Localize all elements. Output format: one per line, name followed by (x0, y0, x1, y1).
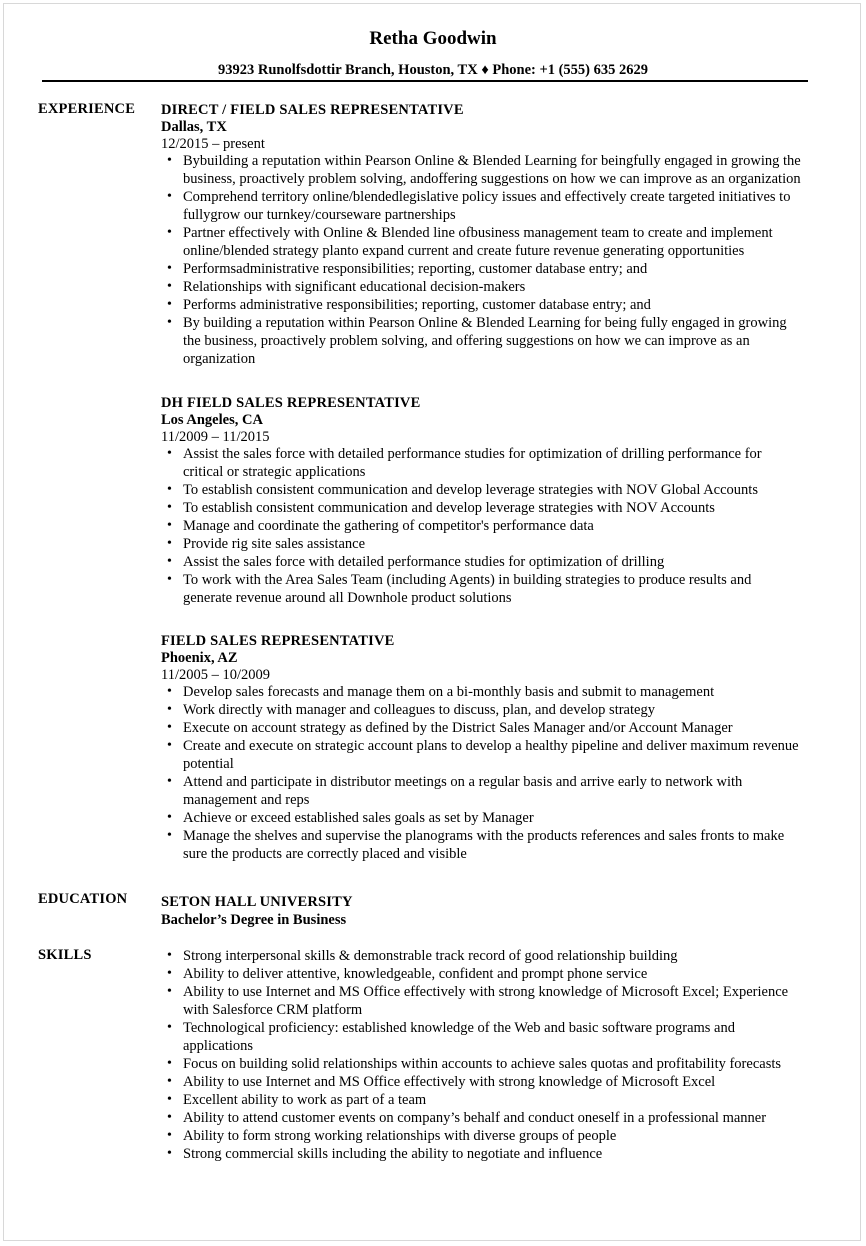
bullet-icon: • (167, 738, 172, 753)
list-item-text: management and reps (183, 792, 310, 808)
job-location: Los Angeles, CA (161, 412, 263, 428)
list-item (161, 571, 821, 607)
bullet-icon: • (167, 1110, 172, 1125)
list-item (161, 445, 821, 481)
list-item-text: Performs administrative responsibilities; reporting, customer database entry; and (183, 297, 651, 313)
bullet-icon: • (167, 1128, 172, 1143)
list-item-text: To establish consistent communication and develop leverage strategies with NOV Accounts (183, 500, 715, 516)
list-item-text: Strong commercial skills including the ability to negotiate and influence (183, 1146, 603, 1162)
job-title: DH FIELD SALES REPRESENTATIVE (161, 395, 421, 411)
list-item-text: Excellent ability to work as part of a team (183, 1092, 427, 1108)
bullet-icon: • (167, 774, 172, 789)
list-item-text: Work directly with manager and colleagues to discuss, plan, and develop strategy (183, 702, 655, 718)
list-item-text: Bybuilding a reputation within Pearson Online & Blended Learning for beingfully engaged in growing the (183, 153, 801, 169)
list-item-text: fullygrow our turnkey/courseware partnerships (183, 207, 456, 223)
list-item (161, 188, 821, 224)
list-item (161, 314, 821, 368)
list-item-text: Focus on building solid relationships within accounts to achieve sales quotas and profitability forecasts (183, 1056, 782, 1072)
job-bullets (161, 152, 821, 368)
bullet-icon: • (167, 1020, 172, 1035)
bullet-icon: • (167, 189, 172, 204)
list-item (161, 1073, 821, 1091)
list-item (161, 683, 821, 701)
bullet-icon: • (167, 482, 172, 497)
job-entry (161, 632, 821, 863)
job-title: FIELD SALES REPRESENTATIVE (161, 633, 395, 649)
list-item-text: Ability to form strong working relationships with diverse groups of people (183, 1128, 617, 1144)
list-item-text: By building a reputation within Pearson Online & Blended Learning for being fully engaged in growing (183, 315, 787, 331)
list-item (161, 1055, 821, 1073)
list-item (161, 701, 821, 719)
bullet-icon: • (167, 702, 172, 717)
list-item (161, 1145, 821, 1163)
bullet-icon: • (167, 315, 172, 330)
list-item-text: with Salesforce CRM platform (183, 1002, 363, 1018)
job-dates: 12/2015 – present (161, 136, 265, 152)
list-item (161, 517, 821, 535)
candidate-name: Retha Goodwin (369, 28, 497, 49)
list-item (161, 1109, 821, 1127)
bullet-icon: • (167, 966, 172, 981)
bullet-icon: • (167, 279, 172, 294)
list-item (161, 773, 821, 809)
list-item (161, 260, 821, 278)
list-item-text: critical or strategic applications (183, 464, 366, 480)
list-item-text: Partner effectively with Online & Blended line ofbusiness management team to create and implement (183, 225, 773, 241)
list-item-text: Assist the sales force with detailed performance studies for optimization of drilling (183, 554, 665, 570)
school-name: SETON HALL UNIVERSITY (161, 894, 353, 910)
list-item (161, 947, 821, 965)
bullet-icon: • (167, 518, 172, 533)
bullet-icon: • (167, 1056, 172, 1071)
bullet-icon: • (167, 500, 172, 515)
list-item-text: Manage the shelves and supervise the planograms with the products references and sales fronts to make (183, 828, 785, 844)
list-item (161, 1091, 821, 1109)
job-dates: 11/2009 – 11/2015 (161, 429, 270, 445)
list-item (161, 809, 821, 827)
list-item (161, 719, 821, 737)
list-item (161, 1019, 821, 1055)
bullet-icon: • (167, 1074, 172, 1089)
job-bullets (161, 683, 821, 863)
list-item-text: Ability to use Internet and MS Office effectively with strong knowledge of Microsoft Excel; Experience (183, 984, 789, 1000)
list-item (161, 983, 821, 1019)
list-item-text: generate revenue around all Downhole product solutions (183, 590, 512, 606)
list-item (161, 224, 821, 260)
bullet-icon: • (167, 297, 172, 312)
list-item-text: business, proactively problem solving, andoffering suggestions on how we can improve as an organization (183, 171, 801, 187)
list-item-text: Assist the sales force with detailed performance studies for optimization of drilling performance for (183, 446, 762, 462)
list-item-text: Technological proficiency: established knowledge of the Web and basic software programs and (183, 1020, 735, 1036)
list-item (161, 1127, 821, 1145)
bullet-icon: • (167, 684, 172, 699)
list-item-text: the business, proactively problem solving, and offering suggestions on how we can improve as an (183, 333, 750, 349)
bullet-icon: • (167, 810, 172, 825)
list-item (161, 296, 821, 314)
bullet-icon: • (167, 225, 172, 240)
list-item (161, 278, 821, 296)
bullet-icon: • (167, 446, 172, 461)
list-item-text: Develop sales forecasts and manage them on a bi-monthly basis and submit to management (183, 684, 715, 700)
list-item (161, 965, 821, 983)
list-item-text: Provide rig site sales assistance (183, 536, 366, 552)
list-item (161, 481, 821, 499)
list-item-text: Achieve or exceed established sales goals as set by Manager (183, 810, 534, 826)
list-item-text: Relationships with significant educational decision-makers (183, 279, 526, 295)
list-item-text: Comprehend territory online/blendedlegislative policy issues and effectively create targeted initiatives to (183, 189, 791, 205)
list-item (161, 827, 821, 863)
job-entry (161, 394, 821, 607)
bullet-icon: • (167, 153, 172, 168)
skills-entry (161, 947, 821, 1163)
list-item (161, 499, 821, 517)
bullet-icon: • (167, 720, 172, 735)
job-location: Dallas, TX (161, 119, 227, 135)
list-item-text: To work with the Area Sales Team (including Agents) in building strategies to produce results and (183, 572, 752, 588)
list-item-text: Execute on account strategy as defined by the District Sales Manager and/or Account Manager (183, 720, 733, 736)
list-item (161, 152, 821, 188)
list-item-text: Ability to use Internet and MS Office effectively with strong knowledge of Microsoft Excel (183, 1074, 716, 1090)
list-item-text: organization (183, 351, 256, 367)
job-bullets (161, 445, 821, 607)
bullet-icon: • (167, 1092, 172, 1107)
list-item-text: Attend and participate in distributor meetings on a regular basis and arrive early to network with (183, 774, 743, 790)
bullet-icon: • (167, 828, 172, 843)
bullet-icon: • (167, 261, 172, 276)
list-item (161, 553, 821, 571)
skills-list (161, 947, 821, 1163)
bullet-icon: • (167, 554, 172, 569)
list-item-text: Create and execute on strategic account plans to develop a healthy pipeline and deliver maximum revenue (183, 738, 799, 754)
list-item (161, 737, 821, 773)
list-item-text: online/blended strategy planto expand current and create future revenue generating opportunities (183, 243, 745, 259)
job-dates: 11/2005 – 10/2009 (161, 667, 271, 683)
bullet-icon: • (167, 536, 172, 551)
bullet-icon: • (167, 572, 172, 587)
degree: Bachelor’s Degree in Business (161, 912, 347, 928)
job-location: Phoenix, AZ (161, 650, 238, 666)
education-entry (161, 893, 821, 929)
list-item-text: sure the products are correctly placed and visible (183, 846, 467, 862)
job-title: DIRECT / FIELD SALES REPRESENTATIVE (161, 102, 464, 118)
header-divider (42, 80, 808, 82)
bullet-icon: • (167, 948, 172, 963)
list-item-text: potential (183, 756, 234, 772)
list-item-text: Performsadministrative responsibilities; reporting, customer database entry; and (183, 261, 648, 277)
list-item-text: Manage and coordinate the gathering of competitor's performance data (183, 518, 594, 534)
list-item-text: Strong interpersonal skills & demonstrable track record of good relationship building (183, 948, 678, 964)
section-label-experience: EXPERIENCE (38, 101, 136, 117)
bullet-icon: • (167, 1146, 172, 1161)
list-item-text: Ability to attend customer events on company’s behalf and conduct oneself in a professional manner (183, 1110, 767, 1126)
section-label-skills: SKILLS (38, 947, 92, 963)
bullet-icon: • (167, 984, 172, 999)
contact-line: 93923 Runolfsdottir Branch, Houston, TX ♦ Phone: +1 (555) 635 2629 (217, 62, 649, 78)
section-label-education: EDUCATION (38, 891, 128, 907)
list-item (161, 535, 821, 553)
job-entry (161, 101, 821, 368)
list-item-text: To establish consistent communication and develop leverage strategies with NOV Global Accounts (183, 482, 758, 498)
list-item-text: applications (183, 1038, 254, 1054)
list-item-text: Ability to deliver attentive, knowledgeable, confident and prompt phone service (183, 966, 648, 982)
